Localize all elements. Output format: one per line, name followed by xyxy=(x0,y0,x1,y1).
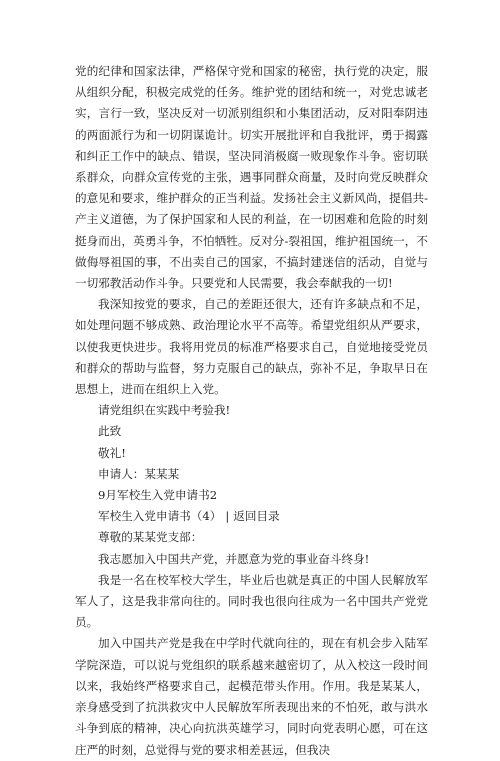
body-paragraph: 加入中国共产党是我在中学时代就向往的，现在有机会步入陆军学院深造，可以说与党组织的联系越来越密切了，从入校这一段时间以来，我始终严格要求自己，起模范带头作用。作用。我是某某人，亲身感受到了抗洪救灾中人民解放军所表现出来的不怕死，敢与洪水斗争到底的精神，决心向抗洪英雄学习，同时向党表明心愿，可在这庄严的时刻，总觉得与党的要求相差甚远，但我决 xyxy=(75,636,428,757)
closing-salute: 敬礼! xyxy=(98,445,126,460)
body-paragraph: 我深知按党的要求，自己的差距还很大，还有许多缺点和不足，如处理问题不够成熟、政治理论水平不高等。希望党组织从严要求，以使我更快进步。我将用党员的标准严格要求自己，自觉地接受党员和群众的帮助与监督，努力克服自己的缺点，弥补不足，争取早日在思想上，进而在组织上入党。 xyxy=(75,297,428,397)
back-to-toc-link[interactable]: 返回目录 xyxy=(233,509,280,524)
toc-separator: | xyxy=(225,509,230,524)
toc-title: 军校生入党申请书（4） xyxy=(98,509,222,524)
closing-salute: 此致 xyxy=(98,424,122,439)
body-paragraph: 请党组织在实践中考验我! xyxy=(98,403,231,418)
body-paragraph: 我是一名在校军校大学生，毕业后也就是真正的中国人民解放军军人了，这是我非常向往的。同时我也很向往成为一名中国共产党党员。 xyxy=(75,572,428,630)
toc-line xyxy=(75,506,428,527)
body-paragraph: 我志愿加入中国共产党，并愿意为党的事业奋斗终身! xyxy=(98,551,370,566)
body-paragraph: 党的纪律和国家法律，严格保守党和国家的秘密，执行党的决定，服从组织分配，积极完成党的任务。维护党的团结和统一，对党忠诚老实，言行一致，坚决反对一切派别组织和小集团活动，反对阳奉阴违的两面派行为和一切阴谋诡计。切实开展批评和自我批评，勇于揭露和纠正工作中的缺点、错误，坚决同消极腐一败现象作斗争。密切联系群众，向群众宣传党的主张，遇事同群众商量，及时向党反映群众的意见和要求，维护群众的正当利益。发扬社会主义新风尚，提倡共-产主义道德，为了保护国家和人民的利益，在一切困难和危险的时刻挺身而出，英勇斗争，不怕牺牲。反对分-裂祖国，维护祖国统一，不做侮辱祖国的事，不出卖自己的国家，不搞封建迷信的活动，自觉与一切邪教活动作斗争。只要党和人民需要，我会奉献我的一切! xyxy=(75,64,428,291)
section-title: 9月军校生入党申请书2 xyxy=(98,488,218,503)
greeting: 尊敬的某某党支部： xyxy=(98,530,203,545)
applicant-signature: 申请人：某某某 xyxy=(98,466,180,481)
